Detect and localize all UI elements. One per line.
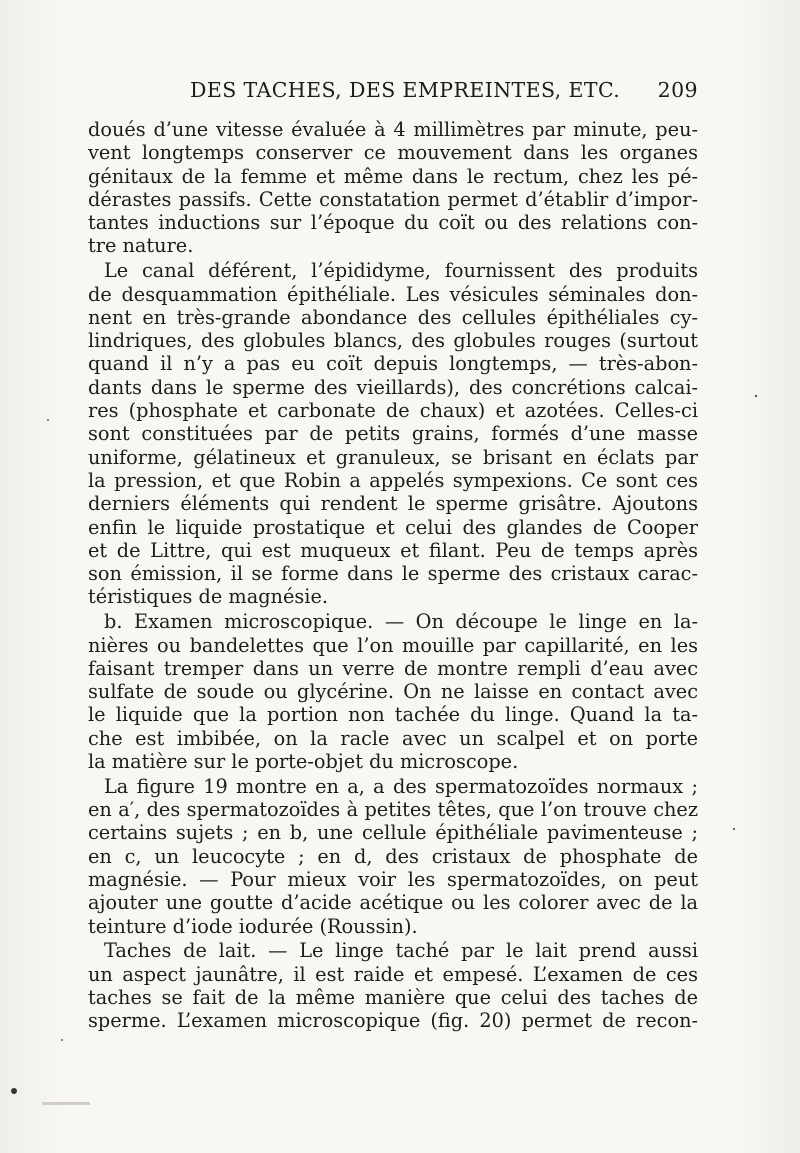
paragraph-4 bbox=[88, 775, 698, 938]
text-line: nent en très-grande abondance des cellules épithéliales cy- bbox=[88, 305, 698, 329]
text-line: et de Littre, qui est muqueux et filant. Peu de temps après bbox=[88, 538, 698, 562]
text-line: enfin le liquide prostatique et celui des glandes de Cooper bbox=[88, 515, 698, 539]
text-line: sont constituées par de petits grains, formés d’une masse bbox=[88, 422, 698, 446]
text-line: son émission, il se forme dans le sperme des cristaux carac- bbox=[88, 562, 698, 586]
text-line: quand il n’y a pas eu coït depuis longtemps, — très-abon- bbox=[88, 352, 698, 376]
ink-speck bbox=[11, 1088, 17, 1094]
text-line: sulfate de soude ou glycérine. On ne laisse en contact avec bbox=[88, 680, 698, 704]
paragraph-3 bbox=[88, 610, 698, 773]
text-line: lindriques, des globules blancs, des globules rouges (surtout bbox=[88, 329, 698, 353]
text-line: un aspect jaunâtre, il est raide et empesé. L’examen de ces bbox=[88, 962, 698, 986]
text-line: Taches de lait. — Le linge taché par le lait prend aussi bbox=[104, 939, 698, 963]
page-header bbox=[190, 78, 698, 108]
ink-speck bbox=[47, 419, 49, 421]
text-line: le liquide que la portion non tachée du linge. Quand la ta- bbox=[88, 703, 698, 727]
text-line: tre nature. bbox=[88, 234, 194, 258]
text-line: dérastes passifs. Cette constatation permet d’établir d’impor- bbox=[88, 187, 698, 211]
paper-smudge bbox=[42, 1102, 90, 1105]
text-line: che est imbibée, on la racle avec un scalpel et on porte bbox=[88, 726, 698, 750]
paragraph-2 bbox=[88, 259, 698, 608]
text-line: en c, un leucocyte ; en d, des cristaux de phosphate de bbox=[88, 844, 698, 868]
text-line: la matière sur le porte-objet du microscope. bbox=[88, 750, 519, 774]
text-line: vent longtemps conserver ce mouvement dans les organes bbox=[88, 141, 698, 165]
text-line: taches se fait de la même manière que celui des taches de bbox=[88, 985, 698, 1009]
text-line: la pression, et que Robin a appelés sympexions. Ce sont ces bbox=[88, 468, 698, 492]
text-line: magnésie. — Pour mieux voir les spermatozoïdes, on peut bbox=[88, 868, 698, 891]
text-line: tantes inductions sur l’époque du coït ou des relations con- bbox=[88, 211, 698, 235]
ink-speck bbox=[755, 395, 757, 397]
page-body bbox=[88, 118, 698, 1033]
text-line: faisant tremper dans un verre de montre rempli d’eau avec bbox=[88, 656, 698, 680]
text-line: certains sujets ; en b, une cellule épithéliale pavimenteuse ; bbox=[88, 821, 698, 845]
running-title: DES TACHES, DES EMPREINTES, ETC. bbox=[190, 78, 621, 102]
text-line: uniforme, gélatineux et granuleux, se brisant en éclats par bbox=[88, 445, 698, 469]
text-line: en a′, des spermatozoïdes à petites têtes, que l’on trouve chez bbox=[88, 798, 698, 822]
text-line: nières ou bandelettes que l’on mouille par capillarité, en les bbox=[88, 633, 698, 657]
text-line: doués d’une vitesse évaluée à 4 millimètres par minute, peu- bbox=[88, 118, 698, 141]
ink-speck bbox=[61, 1039, 63, 1041]
text-line: b. Examen microscopique. — On découpe le linge en la- bbox=[104, 610, 698, 634]
text-line: sperme. L’examen microscopique (fig. 20) permet de recon- bbox=[88, 1009, 698, 1033]
text-line: teinture d’iode iodurée (Roussin). bbox=[88, 914, 418, 938]
paragraph-5 bbox=[88, 939, 698, 1032]
page-number: 209 bbox=[657, 78, 698, 102]
ink-speck bbox=[733, 828, 735, 830]
text-line: La figure 19 montre en a, a des spermatozoïdes normaux ; bbox=[104, 774, 698, 798]
text-line: de desquammation épithéliale. Les vésicules séminales don- bbox=[88, 282, 698, 306]
text-line: res (phosphate et carbonate de chaux) et azotées. Celles-ci bbox=[88, 399, 698, 423]
paragraph-1 bbox=[88, 118, 698, 258]
text-line: dants dans le sperme des vieillards), des concrétions calcai- bbox=[88, 375, 698, 399]
text-line: ajouter une goutte d’acide acétique ou les colorer avec de la bbox=[88, 891, 698, 915]
text-line: derniers éléments qui rendent le sperme grisâtre. Ajoutons bbox=[88, 492, 698, 516]
text-line: téristiques de magnésie. bbox=[88, 585, 328, 609]
text-line: génitaux de la femme et même dans le rectum, chez les pé- bbox=[88, 164, 698, 188]
text-line: Le canal déférent, l’épididyme, fournissent des produits bbox=[104, 259, 698, 283]
